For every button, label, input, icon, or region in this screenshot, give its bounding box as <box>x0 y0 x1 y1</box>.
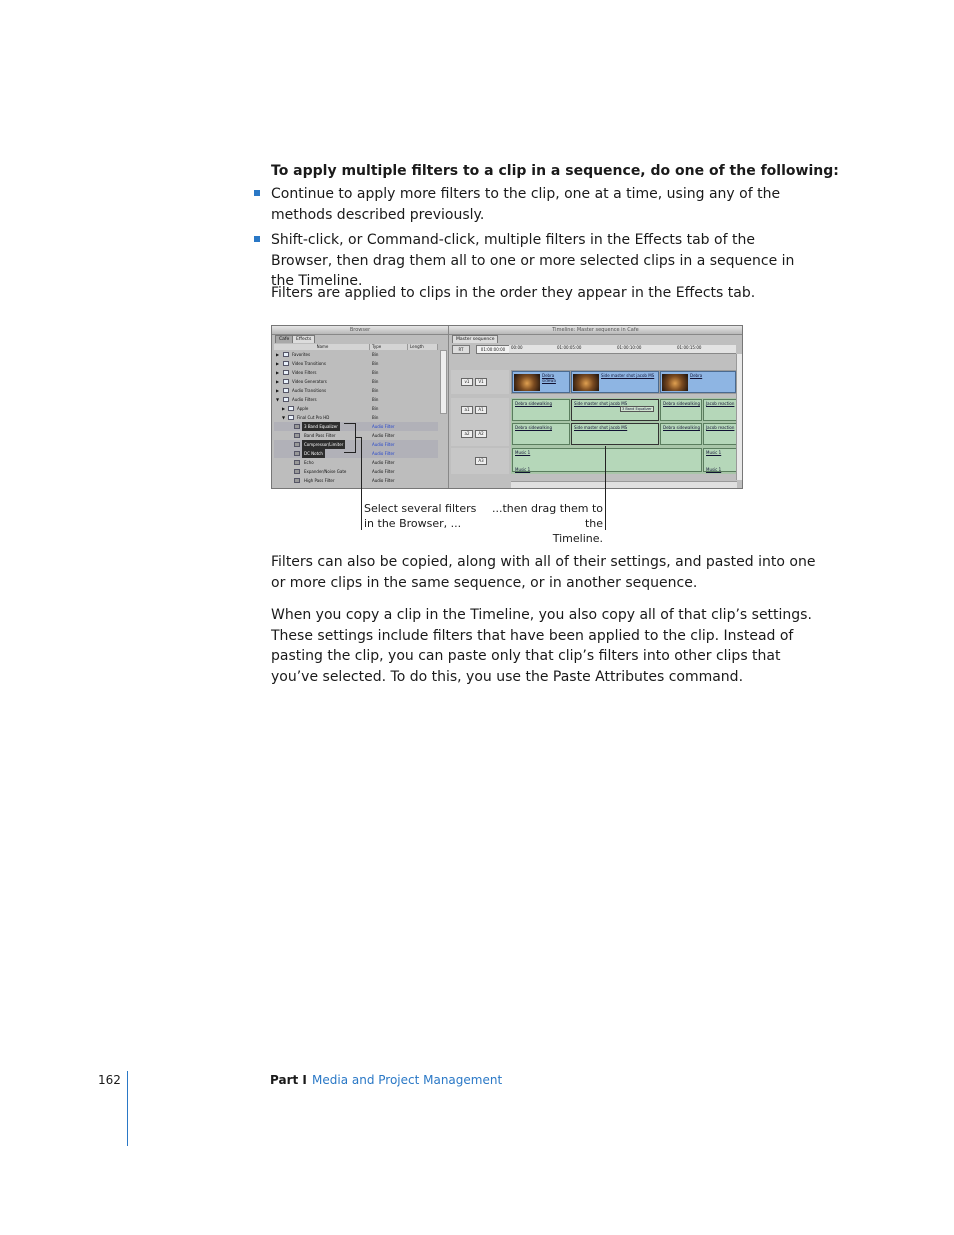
footer-chapter-link[interactable]: Media and Project Management <box>312 1073 503 1087</box>
bin-icon <box>283 370 289 375</box>
audio-filter-icon <box>294 433 300 438</box>
list-item[interactable]: ▼ Audio Filters Bin <box>276 397 379 402</box>
audio-filter-icon <box>294 424 300 429</box>
footer-part: Part I <box>270 1073 307 1087</box>
callout-leader <box>361 437 362 530</box>
column-header-type[interactable]: Type <box>370 344 408 350</box>
list-item[interactable]: DC Notch Audio Filter <box>274 449 438 458</box>
dest-control-a2[interactable]: a2 <box>461 430 473 438</box>
timeline-titlebar: Timeline: Master sequence in Cafe <box>449 326 742 335</box>
track-label-a2[interactable]: A2 <box>475 430 487 438</box>
track-label-a1[interactable]: A1 <box>475 406 487 414</box>
list-item[interactable]: ▶ Favorites Bin <box>276 352 379 357</box>
audio-tracks <box>511 398 737 474</box>
track-v1-lane <box>511 370 737 394</box>
track-label-a3[interactable]: A3 <box>475 457 487 465</box>
callout-select-filters: Select several filters in the Browser, ... <box>364 502 477 530</box>
disclosure-triangle-icon[interactable]: ▶ <box>276 352 280 357</box>
disclosure-triangle-icon[interactable]: ▼ <box>276 397 280 402</box>
disclosure-triangle-icon[interactable]: ▶ <box>276 361 280 366</box>
audio-clip[interactable]: Debra sidewalking <box>660 423 702 445</box>
list-item[interactable]: 3 Band Equalizer Audio Filter <box>274 422 438 431</box>
tab-master-sequence[interactable]: Master sequence <box>452 335 498 343</box>
audio-filter-icon <box>294 478 300 483</box>
rt-menu[interactable]: RT <box>452 345 470 354</box>
section-heading: To apply multiple filters to a clip in a sequence, do one of the following: <box>271 163 839 179</box>
bin-icon <box>283 388 289 393</box>
column-header-name[interactable]: Name <box>274 344 370 350</box>
paragraph-order: Filters are applied to clips in the order they appear in the Effects tab. <box>271 285 756 301</box>
callout-drag-timeline: ...then drag them to the Timeline. <box>491 502 603 545</box>
audio-filter-icon <box>294 442 300 447</box>
ruler-tick-label: 00:00 <box>511 345 523 350</box>
list-item[interactable]: ▶ Video Transitions Bin <box>276 361 379 366</box>
timeline-scrollbar[interactable] <box>736 354 742 480</box>
track-header-a2 <box>451 422 509 446</box>
callout-leader <box>355 423 356 453</box>
clip-thumbnail <box>573 374 599 391</box>
timeline-window <box>449 326 742 488</box>
timeline-ruler[interactable] <box>509 345 736 354</box>
ruler-tick-label: 01:00:05:00 <box>557 345 582 350</box>
bin-icon <box>283 352 289 357</box>
audio-filter-icon <box>294 460 300 465</box>
audio-clip[interactable]: Music 1 Music 1 <box>703 448 737 472</box>
video-clip[interactable]: Debra sidewa <box>512 371 570 393</box>
bin-icon <box>283 397 289 402</box>
list-item[interactable]: Expander/Noise Gate Audio Filter <box>274 467 438 476</box>
list-item[interactable]: Compressor/Limiter Audio Filter <box>274 440 438 449</box>
browser-titlebar: Browser <box>272 326 448 335</box>
disclosure-triangle-icon[interactable]: ▼ <box>282 415 286 420</box>
audio-clip[interactable]: Debra sidewalking <box>512 423 570 445</box>
bin-icon <box>283 379 289 384</box>
track-header-a3 <box>451 448 509 474</box>
track-label-v1[interactable]: V1 <box>475 378 487 386</box>
bullet-square-icon <box>254 236 260 242</box>
bullet-text: Shift-click, or Command-click, multiple filters in the Effects tab of the Browser, then drag them all to one or more selected clips in a sequence in the Timeline. <box>271 232 795 289</box>
audio-clip[interactable]: Jacob reaction <box>703 423 737 445</box>
list-item[interactable]: ▶ Audio Transitions Bin <box>276 388 379 393</box>
page-number: 162 <box>98 1073 121 1087</box>
clip-thumbnail <box>662 374 688 391</box>
ruler-tick-label: 01:00:15:00 <box>677 345 702 350</box>
disclosure-triangle-icon[interactable]: ▶ <box>282 406 286 411</box>
footer-divider <box>127 1071 128 1146</box>
bin-icon <box>283 361 289 366</box>
paragraph-copy: Filters can also be copied, along with all of their settings, and pasted into one or more clips in the same sequence, or in another sequence. <box>271 554 816 591</box>
callout-leader <box>344 423 355 424</box>
audio-clip[interactable]: Debra sidewalking <box>660 399 702 421</box>
list-item[interactable]: High Pass Filter Audio Filter <box>274 476 438 485</box>
audio-clip-selected[interactable]: Side master shot jacob MS <box>571 423 659 445</box>
list-item[interactable]: ▶ Apple Bin <box>282 406 379 411</box>
audio-clip[interactable]: Music 1 Music 1 <box>512 448 702 472</box>
tab-effects[interactable]: Effects <box>292 335 315 343</box>
paragraph-paste-attributes: When you copy a clip in the Timeline, you also copy all of that clip’s settings. These settings include filters that have been applied to the clip. Instead of pasting the clip, you can paste only that clip’s filters into other clips that you’ve selected. To do this, you use the Paste Attributes command. <box>271 607 812 685</box>
clip-thumbnail <box>514 374 540 391</box>
track-header-a1 <box>451 398 509 422</box>
bullet-square-icon <box>254 190 260 196</box>
list-item[interactable]: ▶ Video Filters Bin <box>276 370 379 375</box>
list-item[interactable]: Echo Audio Filter <box>274 458 438 467</box>
audio-clip-selected[interactable]: Side master shot jacob MS 3 Band Equalizer <box>571 399 659 421</box>
ruler-tick-label: 01:00:10:00 <box>617 345 642 350</box>
dest-control-v1[interactable]: v1 <box>461 378 473 386</box>
audio-filter-icon <box>294 469 300 474</box>
track-header-v1 <box>451 370 509 394</box>
callout-leader <box>605 446 606 530</box>
drag-filter-label: 3 Band Equalizer <box>622 407 652 411</box>
dest-control-a1[interactable]: a1 <box>461 406 473 414</box>
bin-icon <box>288 415 294 420</box>
screenshot-figure <box>271 325 743 489</box>
bullet-item <box>254 184 814 225</box>
list-item[interactable]: ▼ Final Cut Pro HD Bin <box>282 415 379 420</box>
video-clip[interactable]: Debra <box>660 371 736 393</box>
disclosure-triangle-icon[interactable]: ▶ <box>276 388 280 393</box>
audio-clip[interactable]: Jacob reaction <box>703 399 737 421</box>
disclosure-triangle-icon[interactable]: ▶ <box>276 379 280 384</box>
timecode-field[interactable]: 01:00:00:00 <box>476 345 510 354</box>
bin-icon <box>288 406 294 411</box>
timeline-horizontal-scrollbar[interactable] <box>511 481 737 488</box>
audio-filter-icon <box>294 451 300 456</box>
disclosure-triangle-icon[interactable]: ▶ <box>276 370 280 375</box>
list-item[interactable]: Band Pass Filter Audio Filter <box>274 431 438 440</box>
column-header-length[interactable]: Length <box>408 344 438 350</box>
tab-cafe[interactable]: Cafe <box>275 335 293 343</box>
audio-clip[interactable]: Debra sidewalking <box>512 399 570 421</box>
callout-leader <box>344 452 355 453</box>
list-item[interactable]: ▶ Video Generators Bin <box>276 379 379 384</box>
bullet-text: Continue to apply more filters to the clip, one at a time, using any of the methods described previously. <box>271 186 781 223</box>
browser-scrollbar[interactable] <box>440 350 447 414</box>
video-clip[interactable]: Side master shot jacob MS <box>571 371 659 393</box>
